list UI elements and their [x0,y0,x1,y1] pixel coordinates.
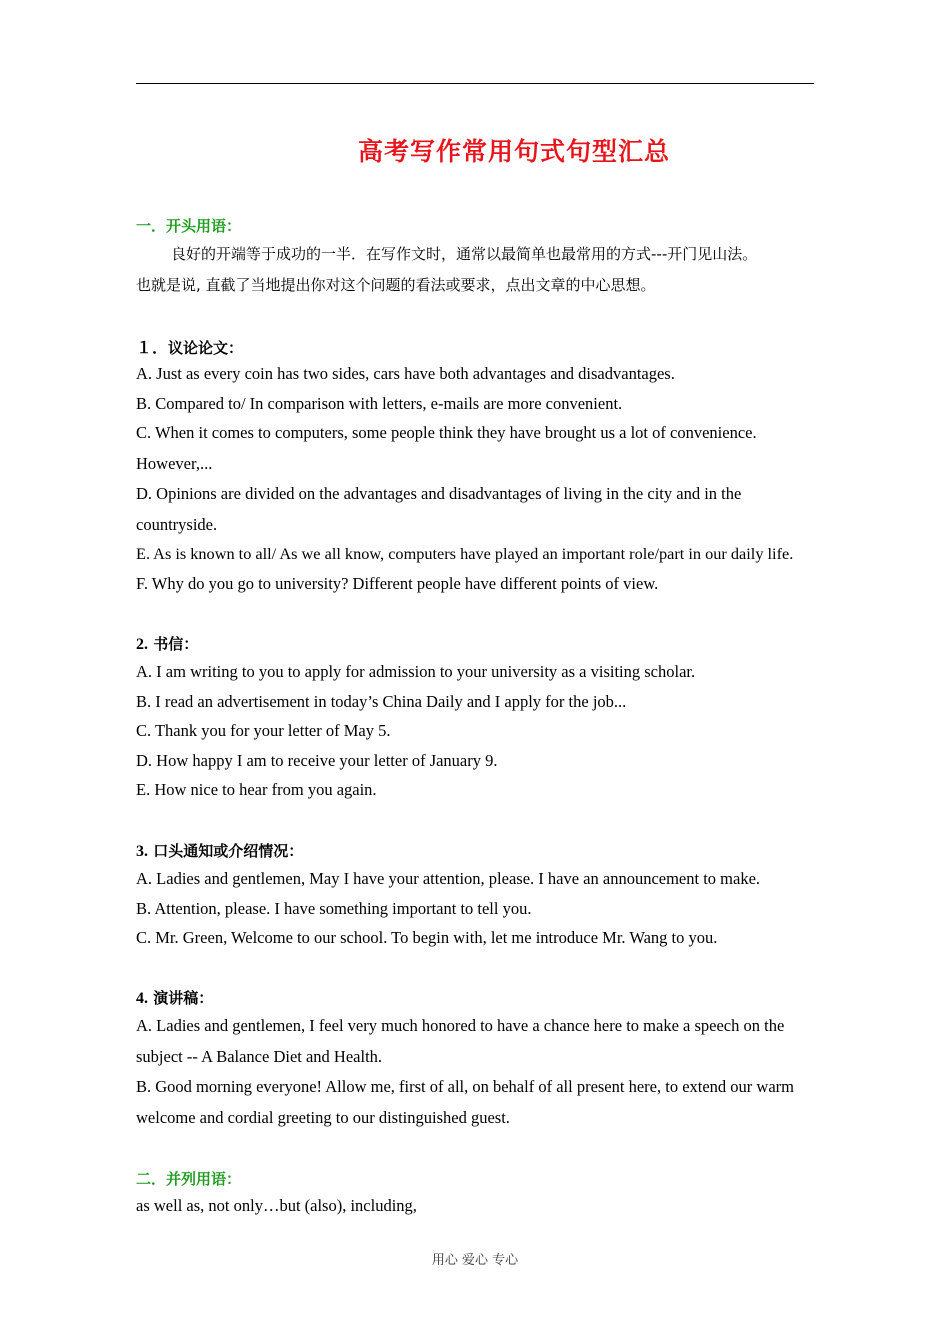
sentence-line: C. Mr. Green, Welcome to our school. To begin with, let me introduce Mr. Wang to you. [136,928,718,947]
intro-line: 良好的开端等于成功的一半．在写作文时，通常以最简单也最常用的方式---开门见山法。 [171,245,758,263]
sentence-line: A. Ladies and gentlemen, I feel very much honored to have a chance here to make a speech on the [136,1016,785,1035]
subsection-heading-letters [136,633,198,654]
intro-line: 也就是说, 直截了当地提出你对这个问题的看法或要求，点出文章的中心思想。 [136,276,656,294]
subsection-label: 口头通知或介绍情况： [153,842,304,860]
subsection-number: 3. [136,843,148,860]
section-heading-parallel: 二．并列用语： [136,1170,242,1188]
subsection-label: 书信： [153,635,199,653]
subsection-number: 4. [136,990,148,1007]
subsection-label: 演讲稿： [153,989,214,1007]
sentence-line: as well as, not only…but (also), including, [136,1196,417,1215]
sentence-line: A. Just as every coin has two sides, cars have both advantages and disadvantages. [136,364,675,383]
sentence-line: D. How happy I am to receive your letter of January 9. [136,751,498,770]
section-heading-opening: 一．开头用语： [136,217,242,235]
sentence-line: B. I read an advertisement in today’s China Daily and I apply for the job... [136,692,627,711]
sentence-line: However,... [136,454,213,473]
sentence-line: B. Good morning everyone! Allow me, first of all, on behalf of all present here, to extend our warm [136,1077,794,1096]
sentence-line: welcome and cordial greeting to our distinguished guest. [136,1108,510,1127]
sentence-line: A. I am writing to you to apply for admission to your university as a visiting scholar. [136,662,696,681]
page-title: 高考写作常用句式句型汇总 [357,137,670,166]
page-footer: 用心 爱心 专心 [431,1253,519,1268]
sentence-line: E. As is known to all/ As we all know, computers have played an important role/part in our daily life. [136,544,794,563]
sentence-line: B. Attention, please. I have something important to tell you. [136,899,532,918]
sentence-line: countryside. [136,515,218,534]
header-rule [136,83,814,84]
subsection-number: １． [136,340,169,357]
subsection-heading-speech [136,987,213,1008]
subsection-label: 议论论文： [168,339,244,357]
sentence-line: D. Opinions are divided on the advantages and disadvantages of living in the city and in the [136,484,742,503]
sentence-line: C. Thank you for your letter of May 5. [136,721,391,740]
sentence-line: B. Compared to/ In comparison with letters, e-mails are more convenient. [136,394,623,413]
sentence-line: F. Why do you go to university? Different people have different points of view. [136,574,659,593]
sentence-line: E. How nice to hear from you again. [136,780,377,799]
subsection-number: 2. [136,636,148,653]
sentence-line: A. Ladies and gentlemen, May I have your attention, please. I have an announcement to make. [136,869,761,888]
sentence-line: C. When it comes to computers, some people think they have brought us a lot of convenience. [136,423,757,442]
subsection-heading-oral-notice [136,840,303,861]
subsection-heading-argumentative [136,335,243,358]
sentence-line: subject -- A Balance Diet and Health. [136,1047,383,1066]
